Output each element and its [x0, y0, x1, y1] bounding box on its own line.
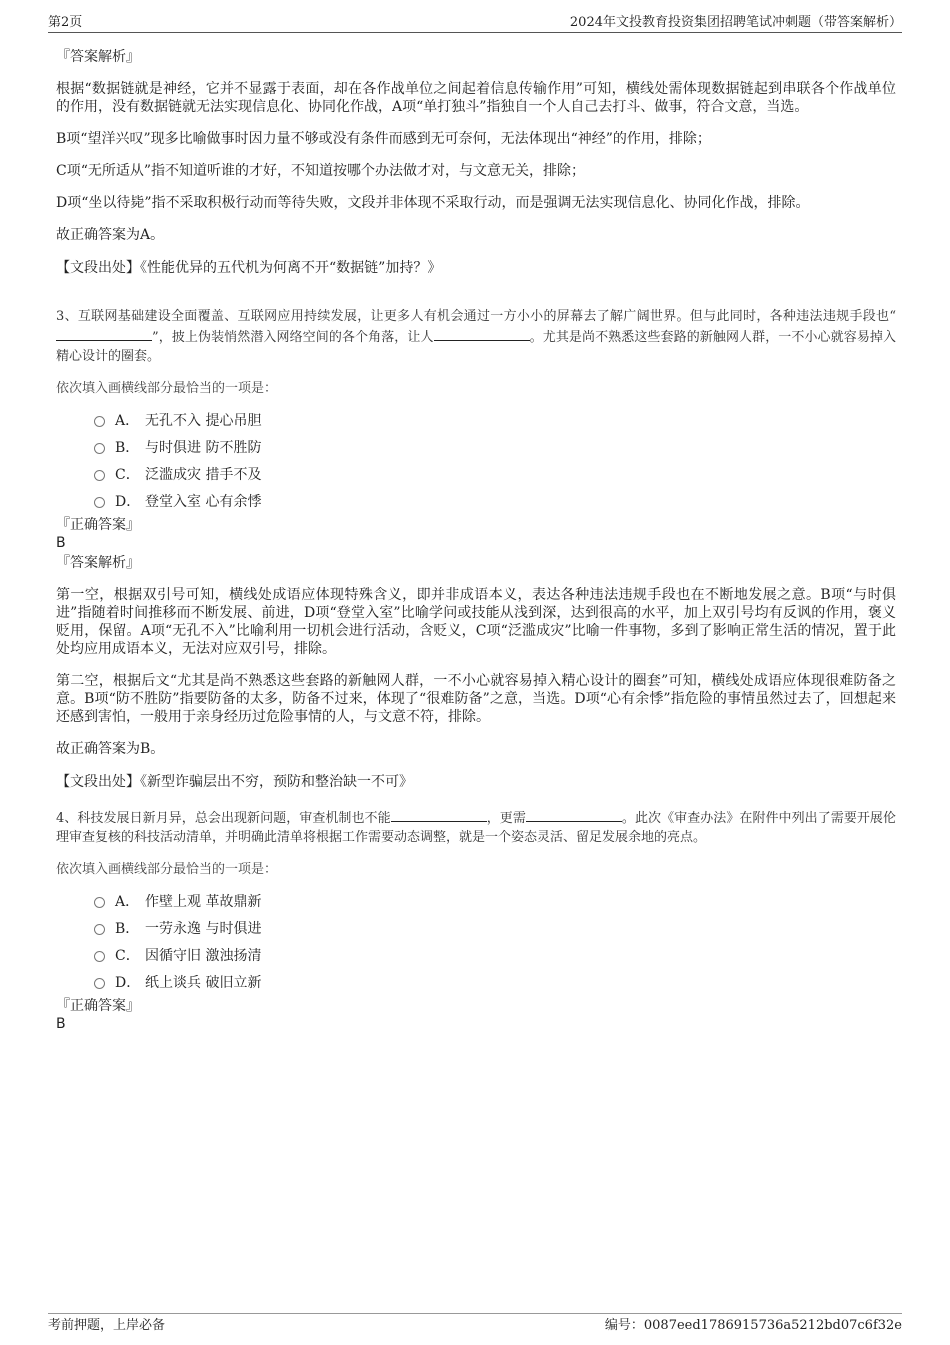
radio-icon[interactable]: [94, 978, 105, 989]
q4-option-d[interactable]: D． 纸上谈兵 破旧立新: [94, 968, 896, 995]
q3-option-a[interactable]: A． 无孔不入 提心吊胆: [94, 406, 896, 433]
q4-option-b[interactable]: B． 一劳永逸 与时俱进: [94, 914, 896, 941]
q3-analysis-paragraph-1: 第一空，根据双引号可知，横线处成语应体现特殊含义，即并非成语本义，表达各种违法违规手段也在不断地发展之意。B项“与时俱进”指随着时间推移而不断发展、前进，D项“登堂入室”比喻学问或技能从浅到深，达到很高的水平，加上双引号均有反讽的作用，褒义贬用，保留。A项“无孔不入”比喻利用一切机会进行活动，含贬义，C项“泛滥成灾”比喻一件事物，多到了影响正常生活的情况，置于此处均应用成语本义，无法对应双引号，排除。: [56, 587, 896, 657]
q4-blank-1: [391, 807, 487, 822]
q3-blank-1: [56, 326, 152, 341]
q4-answer: B: [56, 1016, 66, 1032]
q3-conclusion: 故正确答案为B。: [56, 741, 165, 757]
q4-option-a[interactable]: A． 作壁上观 革故鼎新: [94, 887, 896, 914]
q2-source: 【文段出处】《性能优异的五代机为何离不开“数据链”加持？》: [56, 260, 442, 276]
footer-serial-number: 编号：0087eed1786915736a5212bd07c6f32e: [604, 1318, 902, 1333]
footer-slogan: 考前押题，上岸必备: [48, 1318, 166, 1333]
q3-option-d[interactable]: D． 登堂入室 心有余悸: [94, 487, 896, 514]
q3-instruction: 依次填入画横线部分最恰当的一项是：: [56, 381, 278, 396]
q3-answer: B: [56, 535, 66, 551]
q3-answer-label: 『正确答案』: [56, 517, 140, 533]
radio-icon[interactable]: [94, 951, 105, 962]
page-number: 第2页: [48, 15, 83, 30]
q4-options: [94, 887, 896, 995]
q3-source: 【文段出处】《新型诈骗层出不穷，预防和整治缺一不可》: [56, 774, 413, 790]
q4-blank-2: [526, 807, 622, 822]
q2-analysis-paragraph-3: C项“无所适从”指不知道听谁的才好，不知道按哪个办法做才对，与文意无关，排除；: [56, 163, 586, 179]
q4-instruction: 依次填入画横线部分最恰当的一项是：: [56, 862, 278, 877]
q3-question-text: 3、互联网基础建设全面覆盖、互联网应用持续发展，让更多人有机会通过一方小小的屏幕去了解广阔世界。但与此同时，各种违法违规手段也“”，披上伪装悄然潜入网络空间的各个角落，让人 。尤其是尚不熟悉这些套路的新触网人群，一不小心就容易掉入精心设计的圈套。: [56, 309, 896, 364]
q3-analysis-label: 『答案解析』: [56, 555, 140, 571]
q4-answer-label: 『正确答案』: [56, 998, 140, 1014]
q4-question-text: 4、科技发展日新月异，总会出现新问题，审查机制也不能 ，更需 。此次《审查办法》在附件中列出了需要开展伦理审查复核的科技活动清单，并明确此清单将根据工作需要动态调整，就是一个姿态灵活、留足发展余地的亮点。: [56, 807, 896, 847]
page-footer: [48, 1313, 902, 1336]
radio-icon[interactable]: [94, 897, 105, 908]
radio-icon[interactable]: [94, 924, 105, 935]
q2-analysis-label: 『答案解析』: [56, 49, 140, 65]
q2-analysis-paragraph-2: B项“望洋兴叹”现多比喻做事时因力量不够或没有条件而感到无可奈何，无法体现出“神经”的作用，排除；: [56, 131, 711, 147]
radio-icon[interactable]: [94, 416, 105, 427]
q2-conclusion: 故正确答案为A。: [56, 227, 165, 243]
page-content: [56, 48, 896, 1033]
page-header: [48, 12, 902, 33]
q3-analysis-paragraph-2: 第二空，根据后文“尤其是尚不熟悉这些套路的新触网人群，一不小心就容易掉入精心设计的圈套”可知，横线处成语应体现很难防备之意。B项“防不胜防”指要防备的太多，防备不过来，体现了“很难防备”之意，当选。D项“心有余悸”指危险的事情虽然过去了，回想起来还感到害怕，一般用于亲身经历过危险事情的人，与文意不符，排除。: [56, 673, 896, 725]
radio-icon[interactable]: [94, 443, 105, 454]
radio-icon[interactable]: [94, 470, 105, 481]
q3-option-c[interactable]: C． 泛滥成灾 措手不及: [94, 460, 896, 487]
q2-analysis-paragraph-4: D项“坐以待毙”指不采取积极行动而等待失败，文段并非体现不采取行动，而是强调无法实现信息化、协同化作战，排除。: [56, 195, 810, 211]
q3-option-b[interactable]: B． 与时俱进 防不胜防: [94, 433, 896, 460]
document-title: 2024年文投教育投资集团招聘笔试冲刺题（带答案解析）: [569, 15, 902, 30]
q3-blank-2: [434, 326, 530, 341]
q4-option-c[interactable]: C． 因循守旧 激浊扬清: [94, 941, 896, 968]
q2-analysis-paragraph-1: 根据“数据链就是神经，它并不显露于表面，却在各作战单位之间起着信息传输作用”可知，横线处需体现数据链起到串联各个作战单位的作用，没有数据链就无法实现信息化、协同化作战，A项“单打独斗”指独自一个人自己去打斗、做事，符合文意，当选。: [56, 81, 896, 115]
radio-icon[interactable]: [94, 497, 105, 508]
q3-options: [94, 406, 896, 514]
